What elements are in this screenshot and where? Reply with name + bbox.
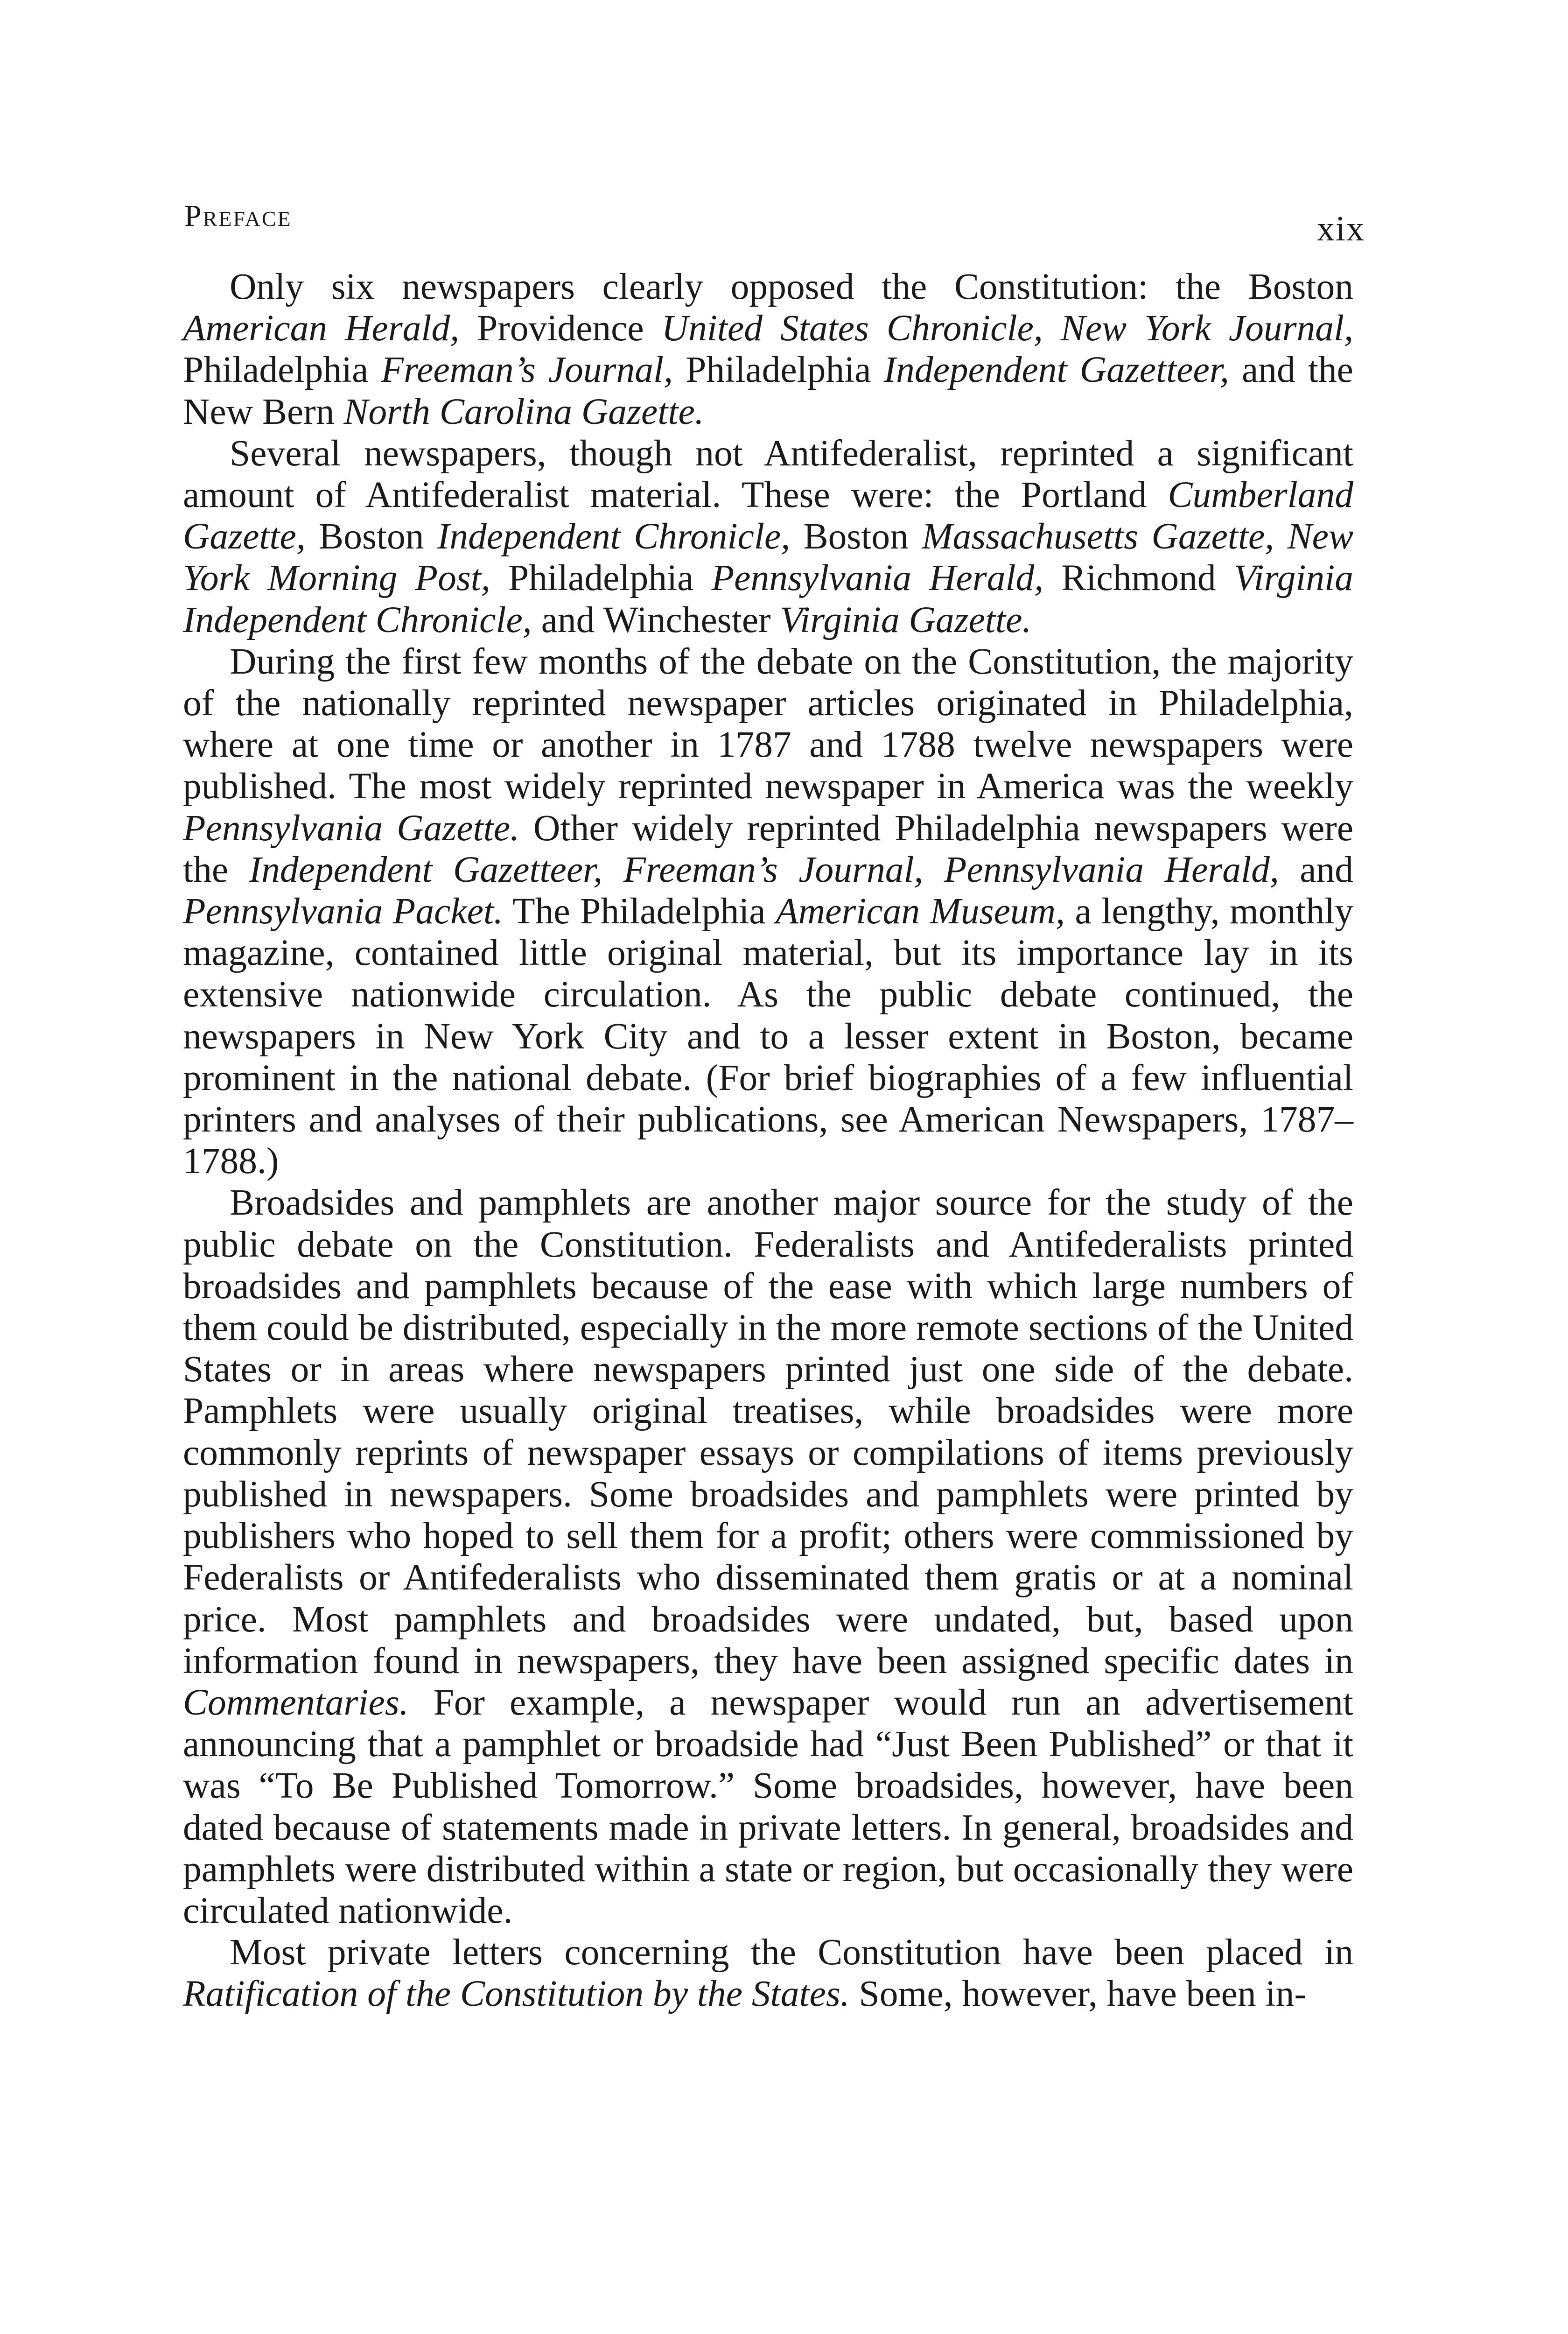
italic-run: Cumberland Gazette, <box>183 474 1353 557</box>
text-run: and <box>1279 849 1354 890</box>
text-run: Some, however, have been in- <box>849 1973 1307 2015</box>
italic-run: Massachusetts Gazette, New York Morning Post, <box>183 516 1353 599</box>
text-run: Only six newspapers clearly opposed the Constitution: the Boston <box>230 266 1353 307</box>
italic-run: Virginia Gazette. <box>780 599 1032 640</box>
italic-run: Independent Gazetteer, <box>883 349 1229 391</box>
text-run: For example, a newspaper would run an advertisement announcing that a pamphlet or broadside had “Just Been Published” or that it was “To Be Published Tomorrow.” Some broadsides, however, have been dated because of statements made in private letters. In general, broadsides and pamphlets were distributed within a state or region, but occasionally they were circulated nationwide. <box>183 1681 1353 1931</box>
text-run: Most private letters concerning the Constitution have been placed in <box>230 1932 1353 1973</box>
text-run: and the New Bern <box>183 349 1353 432</box>
italic-run: United States Chronicle, New York Journal, <box>661 308 1354 349</box>
text-run: a lengthy, monthly magazine, contained little original material, but its importance lay in its extensive nationwide circulation. As the public debate continued, the newspapers in New York City and to a lesser extent in Boston, became prominent in the national debate. (For brief biographies of a few influential printers and analyses of their publications, see American Newspapers, 1787–1788.) <box>183 891 1353 1182</box>
page-header <box>184 198 1365 254</box>
text-run: Richmond <box>1043 557 1234 599</box>
italic-run: Pennsylvania Herald, <box>711 557 1044 599</box>
italic-run: Independent Gazetteer, Freeman’s Journal, Pennsylvania Herald, <box>249 849 1279 890</box>
italic-run: North Carolina Gazette. <box>343 391 704 432</box>
text-run: Other widely reprinted Philadelphia newspapers were the <box>183 807 1353 890</box>
paragraph <box>183 1932 1353 2015</box>
body-text <box>183 266 1353 2015</box>
text-run: Providence <box>459 308 662 349</box>
italic-run: Independent Chronicle, <box>437 516 791 557</box>
text-run: and Winchester <box>532 599 780 640</box>
text-run: During the first few months of the debate on the Constitution, the majority of the nationally reprinted newspaper articles originated in Philadelphia, where at one time or another in 1787 and 1788 twelve newspapers were published. The most widely reprinted newspaper in America was the weekly <box>183 640 1353 807</box>
text-run: Boston <box>305 516 437 557</box>
text-run: Philadelphia <box>183 349 381 391</box>
italic-run: Freeman’s Journal, <box>381 349 673 391</box>
paragraph <box>183 641 1353 1182</box>
paragraph <box>183 266 1353 433</box>
text-run: Broadsides and pamphlets are another major source for the study of the public debate on the Constitution. Federalists and Antifederalists printed broadsides and pamphlets because of the ease with which large numbers of them could be distributed, especially in the more remote sections of the United States or in areas where newspapers printed just one side of the debate. Pamphlets were usually original treatises, while broadsides were more commonly reprints of newspaper essays or compilations of items previously published in newspapers. Some broadsides and pamphlets were printed by publishers who hoped to sell them for a profit; others were commissioned by Federalists or Antifederalists who disseminated them gratis or at a nominal price. Most pamphlets and broadsides were undated, but, based upon information found in newspapers, they have been assigned specific dates in <box>183 1182 1353 1681</box>
text-run: Philadelphia <box>490 557 712 599</box>
text-run: The Philadelphia <box>503 891 776 932</box>
text-run: Boston <box>790 516 922 557</box>
running-head: Preface <box>184 199 292 233</box>
paragraph <box>183 1182 1353 1932</box>
text-run: Several newspapers, though not Antifederalist, reprinted a significant amount of Antifederalist material. These were: the Portland <box>183 432 1353 516</box>
italic-run: American Museum, <box>776 891 1065 932</box>
text-run: Philadelphia <box>673 349 884 391</box>
italic-run: Commentaries. <box>183 1681 409 1723</box>
italic-run: Pennsylvania Packet. <box>183 891 503 932</box>
italic-run: Virginia Independent Chronicle, <box>183 557 1353 640</box>
page-number: xix <box>1316 209 1365 248</box>
italic-run: Ratification of the Constitution by the States. <box>183 1973 850 2015</box>
italic-run: American Herald, <box>183 308 460 349</box>
paragraph <box>183 433 1353 641</box>
italic-run: Pennsylvania Gazette. <box>183 807 519 849</box>
